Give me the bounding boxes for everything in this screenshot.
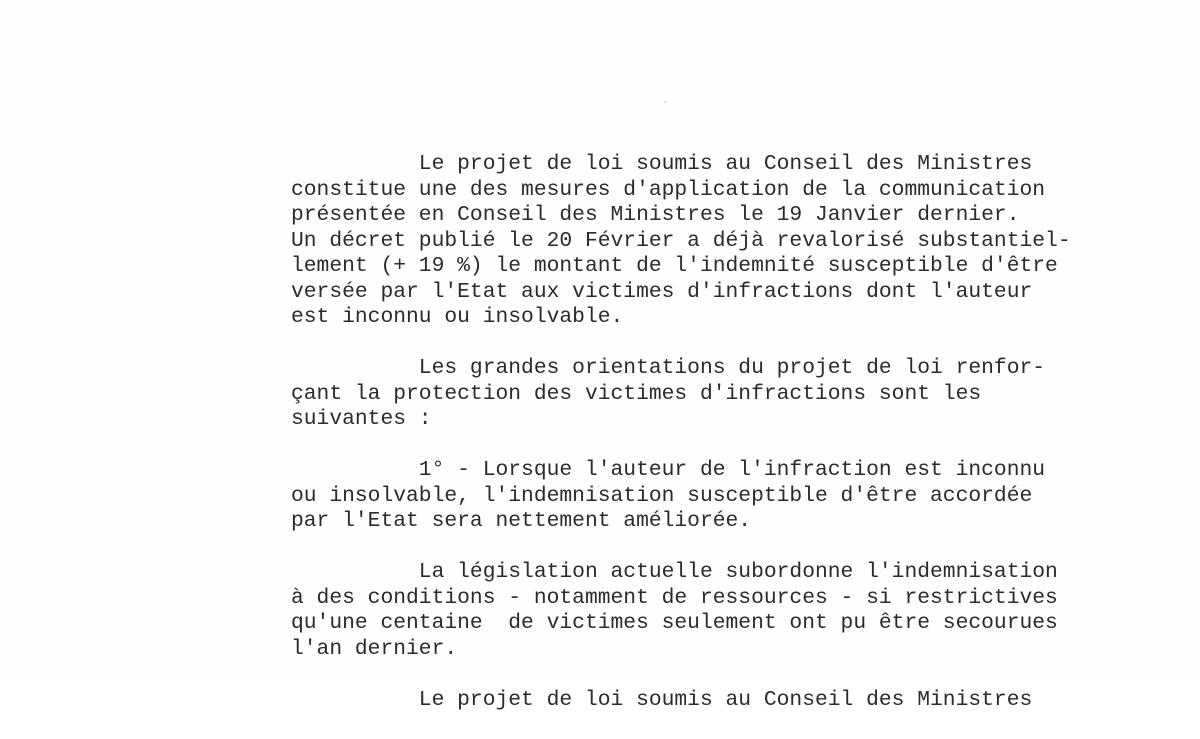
text-line: est inconnu ou insolvable. [291,305,624,329]
text-line: Le projet de loi soumis au Conseil des Ministres [291,152,1033,176]
text-line: La législation actuelle subordonne l'indemnisation [291,560,1058,584]
text-line: par l'Etat sera nettement améliorée. [291,509,752,533]
paragraph-point-1 [291,458,1191,535]
paragraph-intro [291,152,1191,331]
text-line: çant la protection des victimes d'infractions sont les [291,381,982,406]
text-line: présentée en Conseil des Ministres le 19 Janvier dernier. [291,203,1020,227]
text-line: lement (+ 19 %) le montant de l'indemnité susceptible d'être [291,254,1058,278]
text-line: constitue une des mesures d'application de la communication [291,177,1046,202]
document-body [291,152,1191,739]
text-line: Un décret publié le 20 Février a déjà revalorisé substantiel- [291,228,1071,253]
text-line: 1° - Lorsque l'auteur de l'infraction est inconnu [291,458,1046,482]
paragraph-cutoff [291,688,1191,714]
paragraph-legislation [291,560,1191,662]
text-line: suivantes : [291,407,432,431]
text-line: ou insolvable, l'indemnisation susceptible d'être accordée [291,483,1033,508]
paragraph-orientations [291,356,1191,433]
text-line: Les grandes orientations du projet de loi renfor- [291,356,1046,380]
text-line: à des conditions - notamment de ressources - si restrictives [291,585,1058,610]
text-line: versée par l'Etat aux victimes d'infractions dont l'auteur [291,279,1033,304]
scan-speck [664,101,666,103]
text-line: l'an dernier. [291,636,458,661]
text-line: qu'une centaine de victimes seulement ont pu être secourues [291,611,1058,635]
text-line: Le projet de loi soumis au Conseil des Ministres [291,687,1033,712]
